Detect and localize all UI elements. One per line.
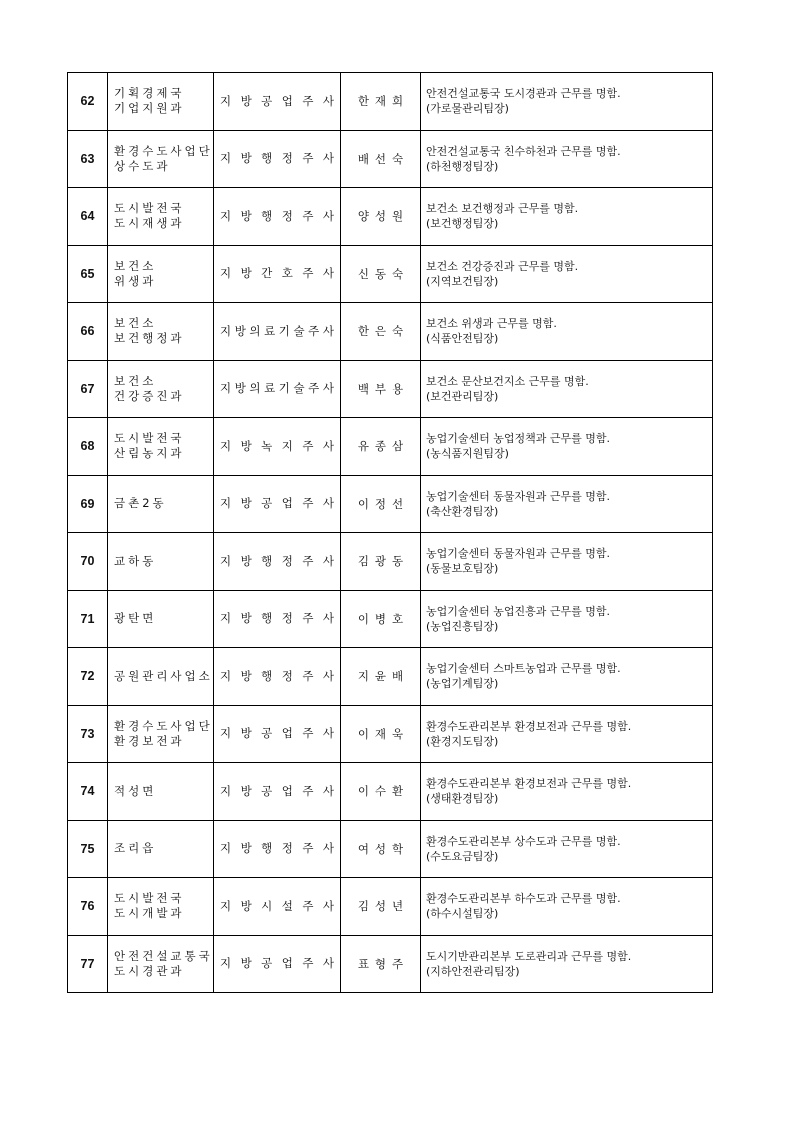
current-department [108, 763, 214, 821]
assignment [421, 130, 713, 188]
rank [214, 533, 341, 591]
department-line: 도시재생과 [114, 216, 185, 231]
table-row [68, 935, 713, 993]
person-name [341, 130, 421, 188]
person-name [341, 878, 421, 936]
assignment-text: 안전건설교통국 친수하천과 근무를 명함. [426, 144, 621, 158]
table-row [68, 878, 713, 936]
table-row [68, 820, 713, 878]
assignment-text: 안전건설교통국 도시경관과 근무를 명함. [426, 87, 621, 101]
name-text: 김성년 [357, 899, 410, 914]
person-name [341, 590, 421, 648]
current-department [108, 475, 214, 533]
rank-text: 지 방 행 정 주 사 [220, 841, 334, 856]
table-row [68, 648, 713, 706]
name-text: 백부용 [357, 381, 410, 396]
rank [214, 130, 341, 188]
rank-text: 지 방 행 정 주 사 [220, 151, 334, 166]
rank-text: 지 방 공 업 주 사 [220, 956, 334, 971]
department-line: 광탄면 [114, 611, 157, 626]
person-name [341, 705, 421, 763]
personnel-table [67, 72, 713, 993]
table-row [68, 245, 713, 303]
assignment-text: 농업기술센터 스마트농업과 근무를 명함. [426, 662, 621, 676]
department-line: 안전건설교통국 [114, 948, 213, 963]
rank [214, 705, 341, 763]
name-text: 이병호 [357, 611, 410, 626]
assignment [421, 303, 713, 361]
current-department [108, 878, 214, 936]
rank-text: 지 방 행 정 주 사 [220, 553, 334, 568]
row-number: 65 [68, 245, 108, 303]
rank-text: 지 방 녹 지 주 사 [220, 438, 334, 453]
rank-text: 지 방 공 업 주 사 [220, 783, 334, 798]
row-number: 62 [68, 73, 108, 131]
team-title: (지하안전관리팀장) [426, 964, 520, 978]
person-name [341, 73, 421, 131]
name-text: 지윤배 [357, 669, 410, 684]
name-text: 한은숙 [357, 324, 410, 339]
department-line: 보건소 [114, 316, 157, 331]
department-line: 도시경관과 [114, 963, 185, 978]
rank [214, 590, 341, 648]
current-department [108, 188, 214, 246]
rank-text: 지 방 공 업 주 사 [220, 93, 334, 108]
rank [214, 935, 341, 993]
department-line: 환경수도사업단 [114, 143, 213, 158]
current-department [108, 820, 214, 878]
assignment [421, 705, 713, 763]
team-title: (가로물관리팀장) [426, 102, 509, 116]
department-line: 적성면 [114, 783, 157, 798]
team-title: (농업진흥팀장) [426, 619, 499, 633]
department-line: 보건소 [114, 258, 157, 273]
assignment-text: 환경수도관리본부 환경보전과 근무를 명함. [426, 777, 632, 791]
current-department [108, 533, 214, 591]
row-number: 77 [68, 935, 108, 993]
person-name [341, 360, 421, 418]
team-title: (하천행정팀장) [426, 159, 499, 173]
assignment [421, 418, 713, 476]
rank [214, 303, 341, 361]
assignment [421, 245, 713, 303]
row-number: 76 [68, 878, 108, 936]
table-row [68, 188, 713, 246]
department-line: 기업지원과 [114, 101, 185, 116]
department-line: 산림농지과 [114, 446, 185, 461]
name-text: 배선숙 [357, 151, 410, 166]
row-number: 70 [68, 533, 108, 591]
rank-text: 지 방 행 정 주 사 [220, 668, 334, 683]
row-number: 73 [68, 705, 108, 763]
department-line: 보건소 [114, 373, 157, 388]
current-department [108, 245, 214, 303]
name-text: 신동숙 [357, 266, 410, 281]
current-department [108, 590, 214, 648]
team-title: (환경지도팀장) [426, 734, 499, 748]
assignment-text: 환경수도관리본부 환경보전과 근무를 명함. [426, 719, 632, 733]
rank [214, 245, 341, 303]
assignment-text: 농업기술센터 동물자원과 근무를 명함. [426, 547, 611, 561]
current-department [108, 935, 214, 993]
team-title: (하수시설팀장) [426, 907, 499, 921]
rank [214, 648, 341, 706]
assignment-text: 보건소 위생과 근무를 명함. [426, 317, 557, 331]
person-name [341, 475, 421, 533]
name-text: 이재욱 [357, 726, 410, 741]
table-row [68, 763, 713, 821]
row-number: 64 [68, 188, 108, 246]
person-name [341, 303, 421, 361]
department-line: 도시발전국 [114, 891, 185, 906]
rank-text: 지 방 의 료 기 술 주 사 [220, 381, 334, 396]
current-department [108, 418, 214, 476]
name-text: 이정선 [357, 496, 410, 511]
rank-text: 지 방 간 호 주 사 [220, 266, 334, 281]
rank [214, 475, 341, 533]
row-number: 69 [68, 475, 108, 533]
name-text: 양성원 [357, 209, 410, 224]
person-name [341, 820, 421, 878]
team-title: (보건행정팀장) [426, 217, 499, 231]
department-line: 도시발전국 [114, 201, 185, 216]
department-line: 조리읍 [114, 841, 157, 856]
current-department [108, 73, 214, 131]
current-department [108, 303, 214, 361]
team-title: (생태환경팀장) [426, 792, 499, 806]
team-title: (농업기계팀장) [426, 677, 499, 691]
table-row [68, 590, 713, 648]
team-title: (지역보건팀장) [426, 274, 499, 288]
team-title: (농식품지원팀장) [426, 447, 509, 461]
rank-text: 지 방 공 업 주 사 [220, 496, 334, 511]
name-text: 여성학 [357, 841, 410, 856]
team-title: (식품안전팀장) [426, 332, 499, 346]
row-number: 63 [68, 130, 108, 188]
row-number: 71 [68, 590, 108, 648]
table-row [68, 475, 713, 533]
assignment [421, 935, 713, 993]
assignment [421, 533, 713, 591]
row-number: 67 [68, 360, 108, 418]
row-number: 68 [68, 418, 108, 476]
rank-text: 지 방 시 설 주 사 [220, 898, 334, 913]
person-name [341, 533, 421, 591]
assignment-text: 환경수도관리본부 하수도과 근무를 명함. [426, 892, 621, 906]
department-line: 상수도과 [114, 158, 171, 173]
department-line: 기획경제국 [114, 86, 185, 101]
assignment [421, 360, 713, 418]
table-row [68, 130, 713, 188]
assignment [421, 820, 713, 878]
rank [214, 418, 341, 476]
assignment-text: 보건소 문산보건지소 근무를 명함. [426, 374, 589, 388]
table-row [68, 705, 713, 763]
name-text: 이수환 [357, 784, 410, 799]
row-number: 72 [68, 648, 108, 706]
assignment [421, 763, 713, 821]
department-line: 환경수도사업단 [114, 718, 213, 733]
department-line: 공원관리사업소 [114, 668, 213, 683]
assignment-text: 보건소 건강증진과 근무를 명함. [426, 259, 579, 273]
current-department [108, 705, 214, 763]
table-row [68, 533, 713, 591]
person-name [341, 935, 421, 993]
assignment-text: 환경수도관리본부 상수도과 근무를 명함. [426, 834, 621, 848]
department-line: 도시발전국 [114, 431, 185, 446]
assignment-text: 농업기술센터 농업진흥과 근무를 명함. [426, 604, 611, 618]
rank [214, 360, 341, 418]
current-department [108, 130, 214, 188]
person-name [341, 418, 421, 476]
assignment-text: 농업기술센터 동물자원과 근무를 명함. [426, 489, 611, 503]
name-text: 한재희 [357, 94, 410, 109]
name-text: 표형주 [357, 956, 410, 971]
person-name [341, 188, 421, 246]
rank-text: 지 방 공 업 주 사 [220, 726, 334, 741]
assignment-text: 도시기반관리본부 도로관리과 근무를 명함. [426, 949, 632, 963]
table-row [68, 303, 713, 361]
assignment [421, 590, 713, 648]
assignment [421, 878, 713, 936]
table-row [68, 418, 713, 476]
row-number: 75 [68, 820, 108, 878]
assignment [421, 73, 713, 131]
table-row [68, 360, 713, 418]
current-department [108, 648, 214, 706]
rank [214, 820, 341, 878]
rank [214, 73, 341, 131]
department-line: 위생과 [114, 273, 157, 288]
department-line: 건강증진과 [114, 388, 185, 403]
assignment [421, 648, 713, 706]
assignment-text: 보건소 보건행정과 근무를 명함. [426, 202, 579, 216]
row-number: 66 [68, 303, 108, 361]
current-department [108, 360, 214, 418]
department-line: 교하동 [114, 553, 157, 568]
department-line: 금촌2동 [114, 496, 167, 511]
name-text: 유종삼 [357, 439, 410, 454]
rank [214, 763, 341, 821]
rank-text: 지 방 의 료 기 술 주 사 [220, 323, 334, 338]
team-title: (동물보호팀장) [426, 562, 499, 576]
row-number: 74 [68, 763, 108, 821]
team-title: (축산환경팀장) [426, 504, 499, 518]
rank [214, 878, 341, 936]
department-line: 환경보전과 [114, 733, 185, 748]
name-text: 김광동 [357, 554, 410, 569]
person-name [341, 763, 421, 821]
person-name [341, 648, 421, 706]
assignment-text: 농업기술센터 농업정책과 근무를 명함. [426, 432, 611, 446]
table-row [68, 73, 713, 131]
department-line: 보건행정과 [114, 331, 185, 346]
rank [214, 188, 341, 246]
team-title: (보건관리팀장) [426, 389, 499, 403]
rank-text: 지 방 행 정 주 사 [220, 208, 334, 223]
person-name [341, 245, 421, 303]
department-line: 도시개발과 [114, 906, 185, 921]
team-title: (수도요금팀장) [426, 849, 499, 863]
assignment [421, 475, 713, 533]
assignment [421, 188, 713, 246]
rank-text: 지 방 행 정 주 사 [220, 611, 334, 626]
